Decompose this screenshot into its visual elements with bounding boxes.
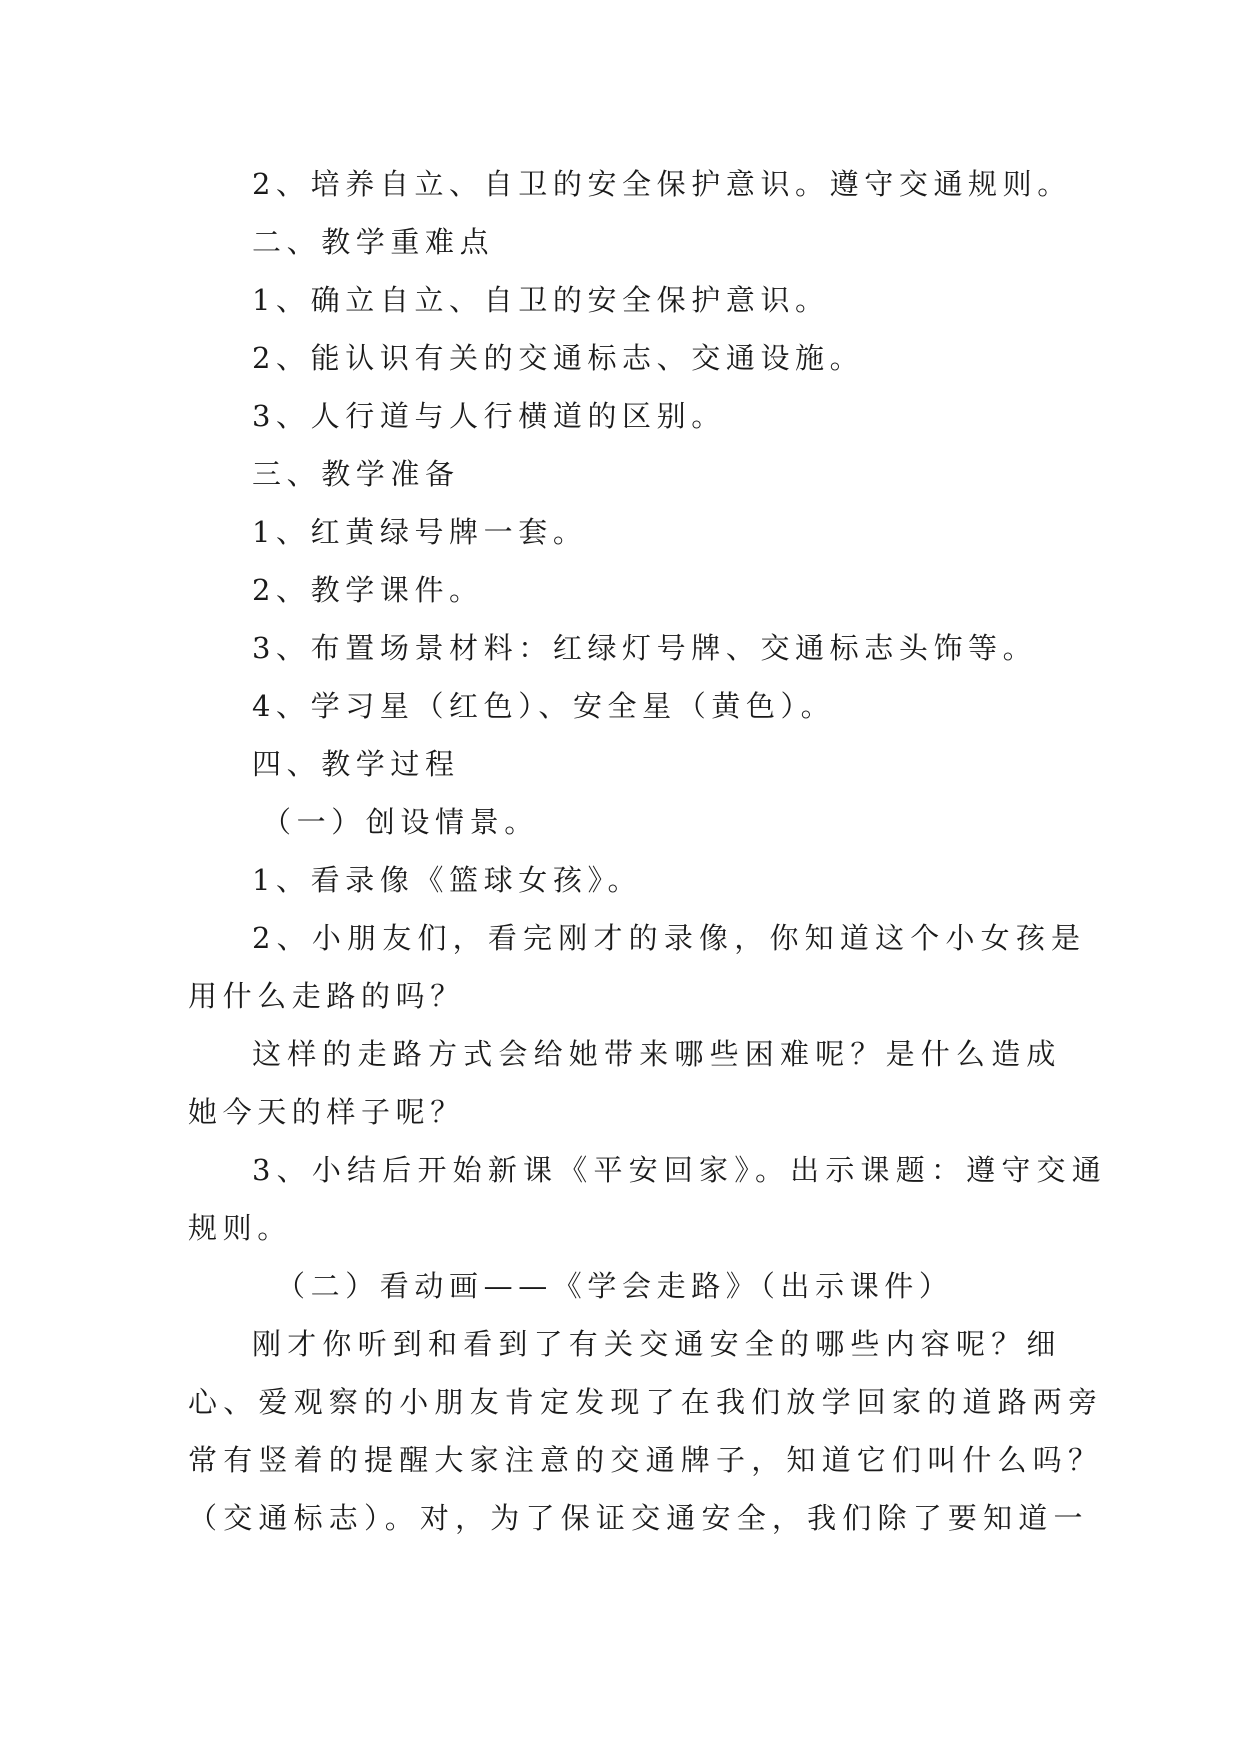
paragraph-line: 3、小结后开始新课《平安回家》。出示课题：遵守交通 — [252, 1153, 1107, 1187]
section-heading-process: 四、教学过程 — [252, 747, 460, 781]
paragraph-line: 用什么走路的吗？ — [188, 979, 465, 1013]
section-heading-preparation: 三、教学准备 — [252, 457, 460, 491]
subsection-heading-scenario: （一）创设情景。 — [262, 805, 539, 839]
paragraph-line: 规则。 — [188, 1211, 292, 1245]
process-line-1: 1、看录像《篮球女孩》。 — [252, 863, 643, 897]
preparation-line-2: 2、教学课件。 — [252, 573, 484, 607]
key-point-line-1: 1、确立自立、自卫的安全保护意识。 — [252, 283, 830, 317]
objective-line-2: 2、培养自立、自卫的安全保护意识。遵守交通规则。 — [252, 167, 1072, 201]
paragraph-line: 这样的走路方式会给她带来哪些困难呢？是什么造成 — [252, 1037, 1062, 1071]
preparation-line-3: 3、布置场景材料：红绿灯号牌、交通标志头饰等。 — [252, 631, 1038, 665]
paragraph-line: 刚才你听到和看到了有关交通安全的哪些内容呢？细 — [252, 1327, 1062, 1361]
key-point-line-2: 2、能认识有关的交通标志、交通设施。 — [252, 341, 865, 375]
subsection-heading-animation: （二）看动画——《学会走路》（出示课件） — [276, 1269, 954, 1303]
key-point-line-3: 3、人行道与人行横道的区别。 — [252, 399, 726, 433]
paragraph-line: 心、爱观察的小朋友肯定发现了在我们放学回家的道路两旁 — [188, 1385, 1104, 1419]
paragraph-line: 2、小朋友们，看完刚才的录像，你知道这个小女孩是 — [252, 921, 1087, 955]
paragraph-line: 常有竖着的提醒大家注意的交通牌子，知道它们叫什么吗？ — [188, 1443, 1104, 1477]
paragraph-line: 她今天的样子呢？ — [188, 1095, 465, 1129]
section-heading-key-points: 二、教学重难点 — [252, 225, 495, 259]
preparation-line-1: 1、红黄绿号牌一套。 — [252, 515, 588, 549]
preparation-line-4: 4、学习星（红色）、安全星（黄色）。 — [252, 689, 836, 723]
paragraph-line: （交通标志）。对，为了保证交通安全，我们除了要知道一 — [188, 1501, 1089, 1535]
